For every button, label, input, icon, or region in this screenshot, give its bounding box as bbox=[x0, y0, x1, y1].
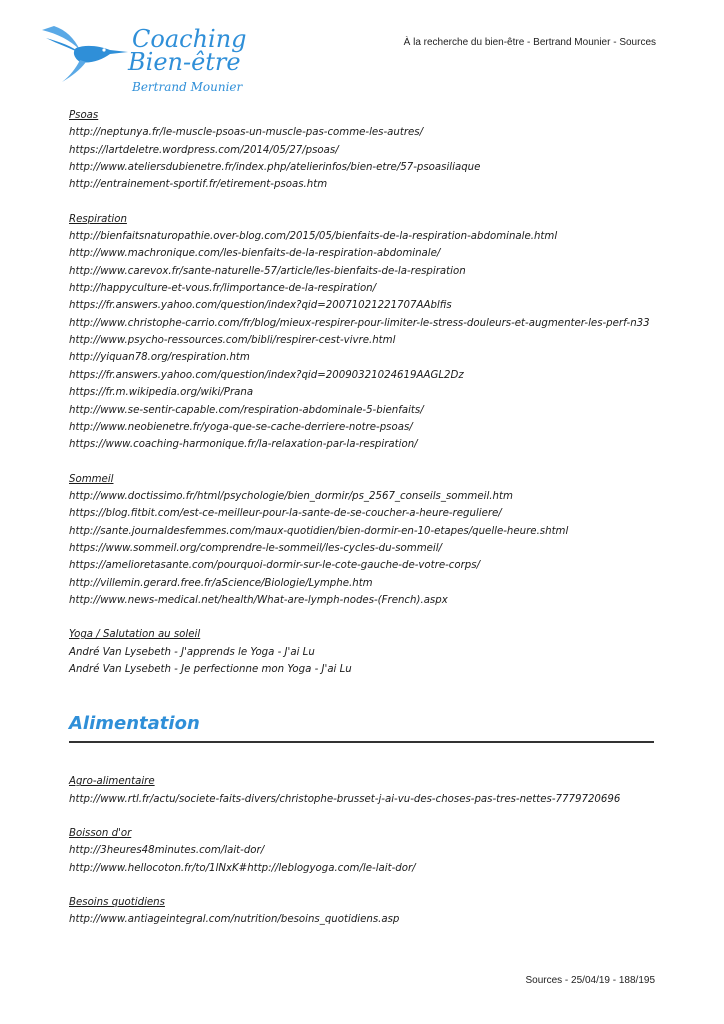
section-title: Besoins quotidiens bbox=[69, 897, 165, 909]
header-title: À la recherche du bien-être - Bertrand Mounier - Sources bbox=[403, 37, 656, 48]
sources-group-2 bbox=[69, 773, 659, 928]
source-link[interactable]: http://www.psycho-ressources.com/bibli/respirer-cest-vivre.html bbox=[69, 335, 396, 347]
source-link[interactable]: http://www.neobienetre.fr/yoga-que-se-cache-derriere-notre-psoas/ bbox=[69, 421, 413, 433]
source-link[interactable]: https://lartdeletre.wordpress.com/2014/05/27/psoas/ bbox=[69, 144, 339, 156]
source-link[interactable]: https://fr.answers.yahoo.com/question/index?qid=20071021221707AAblfis bbox=[69, 300, 452, 312]
source-link[interactable]: http://www.rtl.fr/actu/societe-faits-divers/christophe-brusset-j-ai-vu-des-choses-pas-tres-nettes-7779720696 bbox=[69, 793, 621, 805]
section-title: Yoga / Salutation au soleil bbox=[69, 629, 201, 641]
source-link[interactable]: http://www.machronique.com/les-bienfaits-de-la-respiration-abdominale/ bbox=[69, 248, 441, 260]
source-link[interactable]: https://fr.answers.yahoo.com/question/index?qid=20090321024619AAGL2Dz bbox=[69, 369, 464, 381]
source-link[interactable]: https://amelioretasante.com/pourquoi-dormir-sur-le-cote-gauche-de-votre-corps/ bbox=[69, 560, 481, 572]
logo-title-line2: Bien-être bbox=[128, 48, 241, 76]
source-section bbox=[69, 471, 659, 610]
sources-group-1 bbox=[69, 107, 659, 678]
source-link[interactable]: https://www.coaching-harmonique.fr/la-relaxation-par-la-respiration/ bbox=[69, 439, 418, 451]
source-link[interactable]: http://bienfaitsnaturopathie.over-blog.com/2015/05/bienfaits-de-la-respiration-abdominale.html bbox=[69, 231, 558, 243]
source-section bbox=[69, 211, 659, 454]
source-section bbox=[69, 626, 659, 678]
source-link[interactable]: http://www.ateliersdubienetre.fr/index.php/atelierinfos/bien-etre/57-psoasiliaque bbox=[69, 162, 481, 174]
source-link[interactable]: http://sante.journaldesfemmes.com/maux-quotidien/bien-dormir-en-10-etapes/quelle-heure.shtml bbox=[69, 525, 569, 537]
logo-author: Bertrand Mounier bbox=[132, 80, 243, 94]
source-link[interactable]: http://www.doctissimo.fr/html/psychologie/bien_dormir/ps_2567_conseils_sommeil.htm bbox=[69, 490, 513, 502]
section-title: Agro-alimentaire bbox=[69, 776, 155, 788]
source-link[interactable]: https://www.sommeil.org/comprendre-le-sommeil/les-cycles-du-sommeil/ bbox=[69, 542, 442, 554]
section-title: Boisson d'or bbox=[69, 828, 132, 839]
source-link[interactable]: https://fr.m.wikipedia.org/wiki/Prana bbox=[69, 387, 254, 399]
source-section bbox=[69, 894, 659, 929]
source-section bbox=[69, 773, 659, 808]
logo bbox=[40, 22, 250, 102]
source-link[interactable]: http://neptunya.fr/le-muscle-psoas-un-muscle-pas-comme-les-autres/ bbox=[69, 127, 424, 139]
section-title: Psoas bbox=[69, 110, 99, 121]
source-link[interactable]: http://entrainement-sportif.fr/etirement-psoas.htm bbox=[69, 179, 328, 191]
source-link[interactable]: http://www.carevox.fr/sante-naturelle-57/article/les-bienfaits-de-la-respiration bbox=[69, 265, 466, 277]
source-section bbox=[69, 107, 659, 194]
source-reference: André Van Lysebeth - Je perfectionne mon Yoga - J'ai Lu bbox=[69, 663, 352, 675]
page-footer: Sources - 25/04/19 - 188/195 bbox=[525, 975, 655, 986]
source-link[interactable]: http://3heures48minutes.com/lait-dor/ bbox=[69, 845, 265, 857]
section-title: Respiration bbox=[69, 213, 127, 225]
hummingbird-icon bbox=[40, 24, 130, 84]
document-body bbox=[69, 107, 659, 946]
source-section bbox=[69, 825, 659, 877]
logo-title-line1: Coaching bbox=[132, 25, 247, 53]
section-heading: Alimentation bbox=[69, 713, 654, 743]
source-link[interactable]: http://happyculture-et-vous.fr/limportance-de-la-respiration/ bbox=[69, 283, 377, 295]
source-reference: André Van Lysebeth - J'apprends le Yoga - J'ai Lu bbox=[69, 646, 315, 658]
source-link[interactable]: http://www.se-sentir-capable.com/respiration-abdominale-5-bienfaits/ bbox=[69, 404, 424, 416]
source-link[interactable]: http://www.news-medical.net/health/What-are-lymph-nodes-(French).aspx bbox=[69, 594, 448, 606]
source-link[interactable]: http://yiquan78.org/respiration.htm bbox=[69, 352, 250, 364]
source-link[interactable]: http://www.hellocoton.fr/to/1lNxK#http://leblogyoga.com/le-lait-dor/ bbox=[69, 862, 416, 874]
section-title: Sommeil bbox=[69, 473, 114, 485]
source-link[interactable]: http://www.christophe-carrio.com/fr/blog/mieux-respirer-pour-limiter-le-stress-douleurs-et-augmenter-les-perf-n33 bbox=[69, 317, 650, 329]
source-link[interactable]: http://www.antiageintegral.com/nutrition/besoins_quotidiens.asp bbox=[69, 914, 400, 926]
source-link[interactable]: https://blog.fitbit.com/est-ce-meilleur-pour-la-sante-de-se-coucher-a-heure-reguliere/ bbox=[69, 508, 502, 520]
source-link[interactable]: http://villemin.gerard.free.fr/aScience/Biologie/Lymphe.htm bbox=[69, 577, 373, 589]
